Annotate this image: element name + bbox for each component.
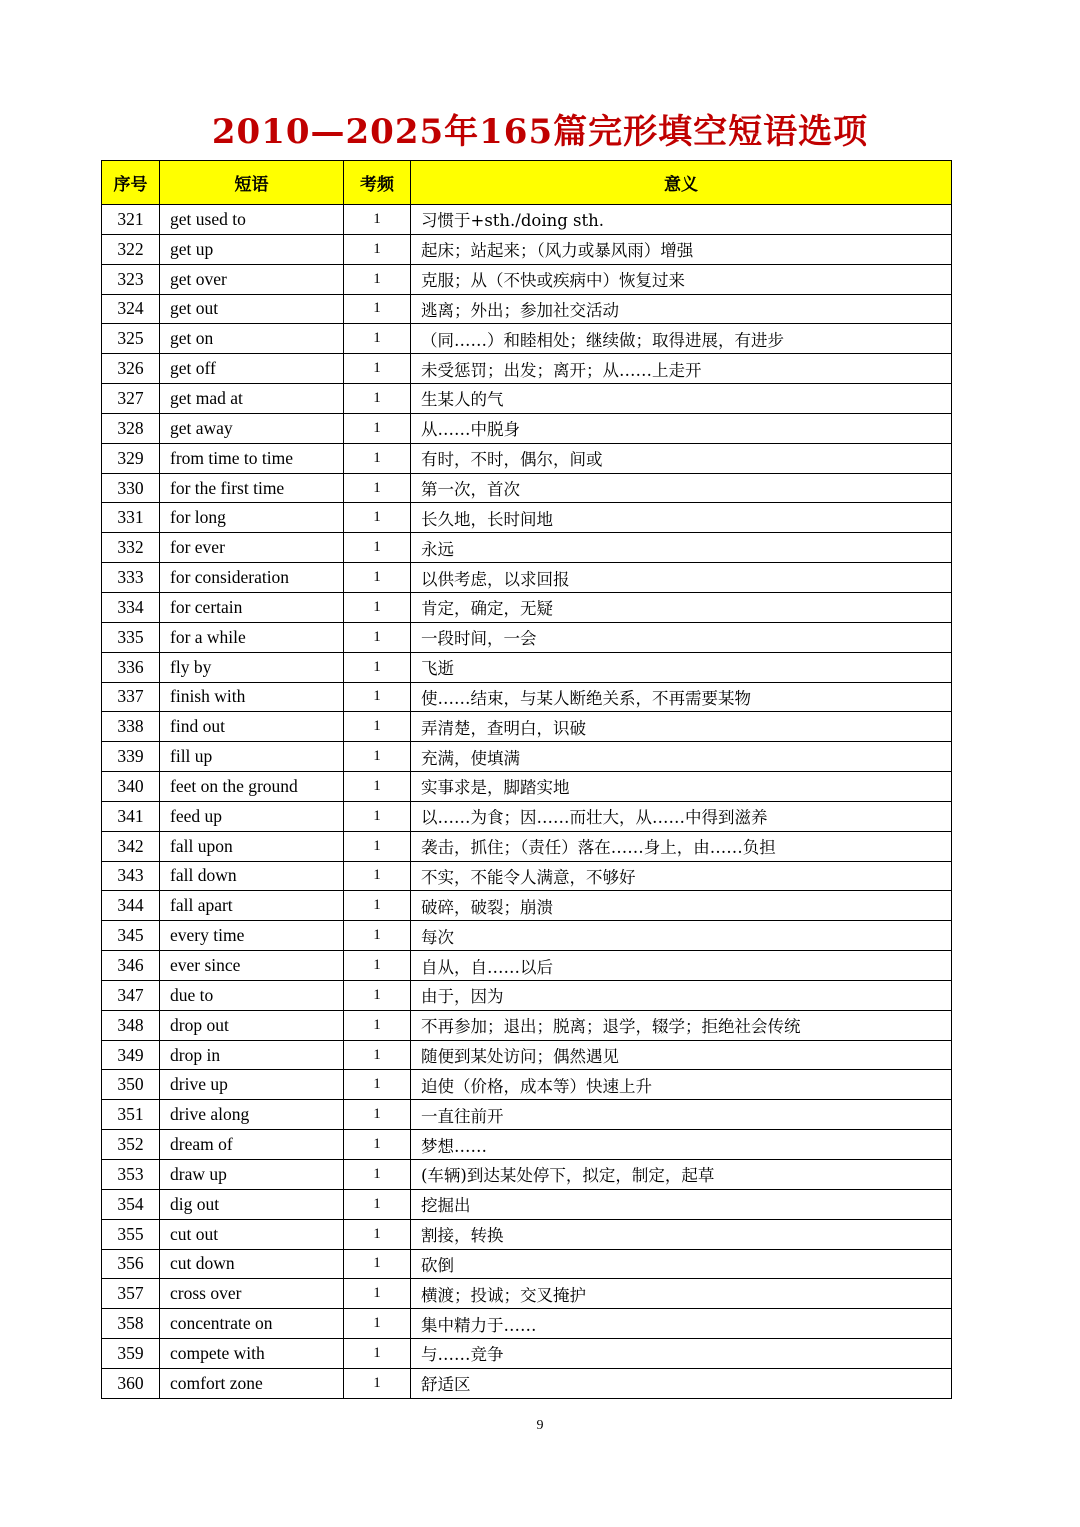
- row-number: 339: [102, 742, 160, 772]
- table-row: [102, 1339, 952, 1369]
- row-meaning: 实事求是，脚踏实地: [411, 772, 952, 802]
- row-number: 336: [102, 652, 160, 682]
- row-meaning: 永远: [411, 533, 952, 563]
- table-row: [102, 622, 952, 652]
- row-phrase: for the first time: [160, 473, 344, 503]
- row-number: 344: [102, 891, 160, 921]
- row-number: 348: [102, 1010, 160, 1040]
- row-meaning: 横渡；投诚；交叉掩护: [411, 1279, 952, 1309]
- row-meaning: 自从，自……以后: [411, 951, 952, 981]
- row-number: 352: [102, 1130, 160, 1160]
- table-row: [102, 324, 952, 354]
- row-frequency: 1: [344, 1219, 411, 1249]
- page-title: 2010—2025年165篇完形填空短语选项: [211, 112, 869, 152]
- row-frequency: 1: [344, 980, 411, 1010]
- row-phrase: for ever: [160, 533, 344, 563]
- table-row: [102, 563, 952, 593]
- table-row: [102, 861, 952, 891]
- row-meaning: 梦想……: [411, 1130, 952, 1160]
- row-meaning: 不实，不能令人满意，不够好: [411, 861, 952, 891]
- row-number: 357: [102, 1279, 160, 1309]
- row-phrase: compete with: [160, 1339, 344, 1369]
- row-number: 326: [102, 354, 160, 384]
- row-phrase: fill up: [160, 742, 344, 772]
- row-number: 345: [102, 921, 160, 951]
- row-number: 330: [102, 473, 160, 503]
- header-phrase: 短语: [160, 161, 344, 205]
- table-row: [102, 1189, 952, 1219]
- page-number: 9: [536, 1418, 544, 1433]
- row-meaning: 弄清楚，查明白，识破: [411, 712, 952, 742]
- row-number: 360: [102, 1368, 160, 1398]
- row-meaning: 不再参加；退出；脱离；退学，辍学；拒绝社会传统: [411, 1010, 952, 1040]
- row-frequency: 1: [344, 831, 411, 861]
- row-meaning: （同……）和睦相处；继续做；取得进展，有进步: [411, 324, 952, 354]
- row-number: 324: [102, 294, 160, 324]
- table-row: [102, 354, 952, 384]
- row-frequency: 1: [344, 1279, 411, 1309]
- row-meaning: (车辆)到达某处停下，拟定，制定，起草: [411, 1160, 952, 1190]
- row-frequency: 1: [344, 1368, 411, 1398]
- row-meaning: 舒适区: [411, 1368, 952, 1398]
- table-row: [102, 443, 952, 473]
- row-frequency: 1: [344, 533, 411, 563]
- row-meaning: 以供考虑，以求回报: [411, 563, 952, 593]
- row-meaning: 一直往前开: [411, 1100, 952, 1130]
- row-frequency: 1: [344, 951, 411, 981]
- row-phrase: comfort zone: [160, 1368, 344, 1398]
- row-number: 322: [102, 234, 160, 264]
- row-frequency: 1: [344, 891, 411, 921]
- table-row: [102, 384, 952, 414]
- row-frequency: 1: [344, 1130, 411, 1160]
- row-meaning: 生某人的气: [411, 384, 952, 414]
- row-number: 341: [102, 801, 160, 831]
- row-phrase: cut down: [160, 1249, 344, 1279]
- table-row: [102, 980, 952, 1010]
- row-meaning: 挖掘出: [411, 1189, 952, 1219]
- row-number: 343: [102, 861, 160, 891]
- table-row: [102, 682, 952, 712]
- row-frequency: 1: [344, 801, 411, 831]
- row-frequency: 1: [344, 324, 411, 354]
- header-num: 序号: [102, 161, 160, 205]
- row-phrase: drop in: [160, 1040, 344, 1070]
- row-phrase: get up: [160, 234, 344, 264]
- row-phrase: fall down: [160, 861, 344, 891]
- row-phrase: get mad at: [160, 384, 344, 414]
- table-header-row: [102, 161, 952, 205]
- row-phrase: for long: [160, 503, 344, 533]
- row-number: 333: [102, 563, 160, 593]
- table-row: [102, 652, 952, 682]
- table-row: [102, 473, 952, 503]
- table-row: [102, 801, 952, 831]
- row-number: 356: [102, 1249, 160, 1279]
- row-phrase: for a while: [160, 622, 344, 652]
- row-number: 332: [102, 533, 160, 563]
- table-row: [102, 921, 952, 951]
- row-meaning: 飞逝: [411, 652, 952, 682]
- table-row: [102, 1249, 952, 1279]
- row-frequency: 1: [344, 742, 411, 772]
- row-frequency: 1: [344, 592, 411, 622]
- row-phrase: get used to: [160, 205, 344, 235]
- row-phrase: cut out: [160, 1219, 344, 1249]
- row-meaning: 由于，因为: [411, 980, 952, 1010]
- row-phrase: fly by: [160, 652, 344, 682]
- table-row: [102, 264, 952, 294]
- row-frequency: 1: [344, 1070, 411, 1100]
- table-row: [102, 772, 952, 802]
- row-frequency: 1: [344, 1339, 411, 1369]
- row-meaning: 迫使（价格，成本等）快速上升: [411, 1070, 952, 1100]
- row-frequency: 1: [344, 1100, 411, 1130]
- row-number: 335: [102, 622, 160, 652]
- row-frequency: 1: [344, 772, 411, 802]
- row-number: 351: [102, 1100, 160, 1130]
- row-meaning: 肯定，确定，无疑: [411, 592, 952, 622]
- table-row: [102, 234, 952, 264]
- table-row: [102, 294, 952, 324]
- row-meaning: 第一次，首次: [411, 473, 952, 503]
- row-phrase: concentrate on: [160, 1309, 344, 1339]
- row-frequency: 1: [344, 503, 411, 533]
- row-frequency: 1: [344, 473, 411, 503]
- row-frequency: 1: [344, 205, 411, 235]
- row-frequency: 1: [344, 413, 411, 443]
- row-phrase: get out: [160, 294, 344, 324]
- row-number: 353: [102, 1160, 160, 1190]
- row-number: 327: [102, 384, 160, 414]
- row-meaning: 未受惩罚；出发；离开；从……上走开: [411, 354, 952, 384]
- row-number: 350: [102, 1070, 160, 1100]
- row-phrase: drop out: [160, 1010, 344, 1040]
- row-frequency: 1: [344, 682, 411, 712]
- row-frequency: 1: [344, 1309, 411, 1339]
- row-phrase: draw up: [160, 1160, 344, 1190]
- row-number: 342: [102, 831, 160, 861]
- table-row: [102, 1070, 952, 1100]
- row-number: 325: [102, 324, 160, 354]
- row-meaning: 充满，使填满: [411, 742, 952, 772]
- row-phrase: feet on the ground: [160, 772, 344, 802]
- row-frequency: 1: [344, 861, 411, 891]
- row-phrase: ever since: [160, 951, 344, 981]
- row-meaning: 与……竞争: [411, 1339, 952, 1369]
- row-phrase: fall apart: [160, 891, 344, 921]
- row-frequency: 1: [344, 563, 411, 593]
- row-phrase: for certain: [160, 592, 344, 622]
- row-number: 334: [102, 592, 160, 622]
- row-meaning: 从……中脱身: [411, 413, 952, 443]
- row-phrase: find out: [160, 712, 344, 742]
- row-meaning: 割接，转换: [411, 1219, 952, 1249]
- row-meaning: 随便到某处访问；偶然遇见: [411, 1040, 952, 1070]
- table-row: [102, 1100, 952, 1130]
- row-meaning: 以……为食；因……而壮大，从……中得到滋养: [411, 801, 952, 831]
- row-meaning: 破碎，破裂；崩溃: [411, 891, 952, 921]
- row-number: 323: [102, 264, 160, 294]
- row-number: 355: [102, 1219, 160, 1249]
- table-row: [102, 891, 952, 921]
- row-phrase: for consideration: [160, 563, 344, 593]
- row-frequency: 1: [344, 1040, 411, 1070]
- table-row: [102, 742, 952, 772]
- table-row: [102, 1010, 952, 1040]
- row-frequency: 1: [344, 652, 411, 682]
- row-meaning: 有时，不时，偶尔，间或: [411, 443, 952, 473]
- row-number: 347: [102, 980, 160, 1010]
- table-row: [102, 951, 952, 981]
- row-meaning: 砍倒: [411, 1249, 952, 1279]
- row-meaning: 长久地，长时间地: [411, 503, 952, 533]
- row-phrase: dig out: [160, 1189, 344, 1219]
- table-row: [102, 592, 952, 622]
- row-frequency: 1: [344, 1249, 411, 1279]
- row-meaning: 习惯于+sth./doing sth.: [411, 205, 952, 235]
- row-meaning: 每次: [411, 921, 952, 951]
- row-meaning: 克服；从（不快或疾病中）恢复过来: [411, 264, 952, 294]
- row-phrase: from time to time: [160, 443, 344, 473]
- row-number: 349: [102, 1040, 160, 1070]
- row-phrase: feed up: [160, 801, 344, 831]
- header-meaning: 意义: [411, 161, 952, 205]
- row-frequency: 1: [344, 622, 411, 652]
- row-phrase: every time: [160, 921, 344, 951]
- table-body: [102, 205, 952, 1399]
- row-number: 338: [102, 712, 160, 742]
- table-row: [102, 1279, 952, 1309]
- row-phrase: fall upon: [160, 831, 344, 861]
- row-number: 321: [102, 205, 160, 235]
- row-phrase: dream of: [160, 1130, 344, 1160]
- row-meaning: 一段时间，一会: [411, 622, 952, 652]
- row-meaning: 集中精力于……: [411, 1309, 952, 1339]
- row-frequency: 1: [344, 1010, 411, 1040]
- row-frequency: 1: [344, 384, 411, 414]
- table-row: [102, 1368, 952, 1398]
- table-row: [102, 1309, 952, 1339]
- header-freq: 考频: [344, 161, 411, 205]
- table-row: [102, 503, 952, 533]
- table-row: [102, 1160, 952, 1190]
- row-number: 354: [102, 1189, 160, 1219]
- row-phrase: cross over: [160, 1279, 344, 1309]
- table-row: [102, 413, 952, 443]
- row-number: 328: [102, 413, 160, 443]
- table-row: [102, 1040, 952, 1070]
- row-meaning: 逃离；外出；参加社交活动: [411, 294, 952, 324]
- row-frequency: 1: [344, 712, 411, 742]
- row-number: 359: [102, 1339, 160, 1369]
- row-number: 346: [102, 951, 160, 981]
- row-meaning: 使……结束，与某人断绝关系，不再需要某物: [411, 682, 952, 712]
- table-row: [102, 1219, 952, 1249]
- row-frequency: 1: [344, 294, 411, 324]
- row-phrase: due to: [160, 980, 344, 1010]
- row-phrase: drive along: [160, 1100, 344, 1130]
- table-row: [102, 533, 952, 563]
- table-row: [102, 831, 952, 861]
- row-number: 340: [102, 772, 160, 802]
- row-frequency: 1: [344, 354, 411, 384]
- row-phrase: get over: [160, 264, 344, 294]
- row-frequency: 1: [344, 234, 411, 264]
- row-phrase: drive up: [160, 1070, 344, 1100]
- row-number: 329: [102, 443, 160, 473]
- row-number: 358: [102, 1309, 160, 1339]
- row-phrase: finish with: [160, 682, 344, 712]
- row-frequency: 1: [344, 1189, 411, 1219]
- row-number: 331: [102, 503, 160, 533]
- row-meaning: 起床；站起来；（风力或暴风雨）增强: [411, 234, 952, 264]
- row-phrase: get away: [160, 413, 344, 443]
- phrase-table: [101, 160, 952, 1399]
- row-frequency: 1: [344, 264, 411, 294]
- row-phrase: get off: [160, 354, 344, 384]
- row-frequency: 1: [344, 443, 411, 473]
- row-frequency: 1: [344, 921, 411, 951]
- table-row: [102, 205, 952, 235]
- row-frequency: 1: [344, 1160, 411, 1190]
- row-number: 337: [102, 682, 160, 712]
- table-row: [102, 712, 952, 742]
- row-phrase: get on: [160, 324, 344, 354]
- table-row: [102, 1130, 952, 1160]
- row-meaning: 袭击，抓住；（责任）落在……身上，由……负担: [411, 831, 952, 861]
